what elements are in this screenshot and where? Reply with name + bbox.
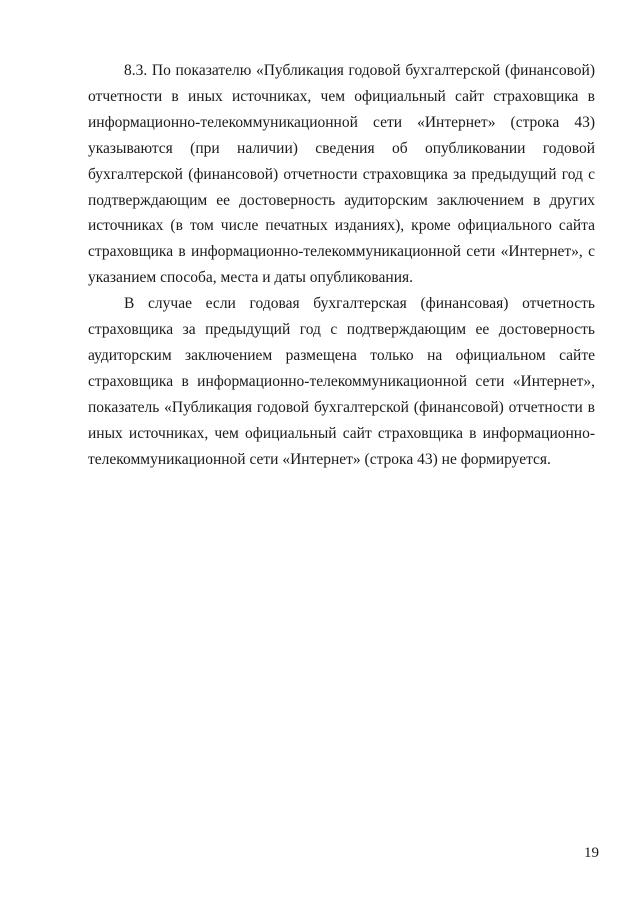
body-text	[88, 58, 595, 473]
page-number: 19	[584, 845, 599, 861]
paragraph-if-only-official-site: В случае если годовая бухгалтерская (финансовая) отчетность страховщика за предыдущий год с подтверждающим ее достоверность аудиторским заключением размещена только на официальном сайте страховщика в информационно-телекоммуникационной сети «Интернет», показатель «Публикация годовой бухгалтерской (финансовой) отчетности в иных источниках, чем официальный сайт страховщика в информационно-телекоммуникационной сети «Интернет» (строка 43) не формируется.	[88, 295, 595, 468]
paragraph-8-3: 8.3. По показателю «Публикация годовой бухгалтерской (финансовой) отчетности в иных источниках, чем официальный сайт страховщика в информационно-телекоммуникационной сети «Интернет» (строка 43) указываются (при наличии) сведения об опубликовании годовой бухгалтерской (финансовой) отчетности страховщика за предыдущий год с подтверждающим ее достоверность аудиторским заключением в других источниках (в том числе печатных изданиях), кроме официального сайта страховщика в информационно-телекоммуникационной сети «Интернет», с указанием способа, места и даты опубликования.	[88, 62, 595, 287]
